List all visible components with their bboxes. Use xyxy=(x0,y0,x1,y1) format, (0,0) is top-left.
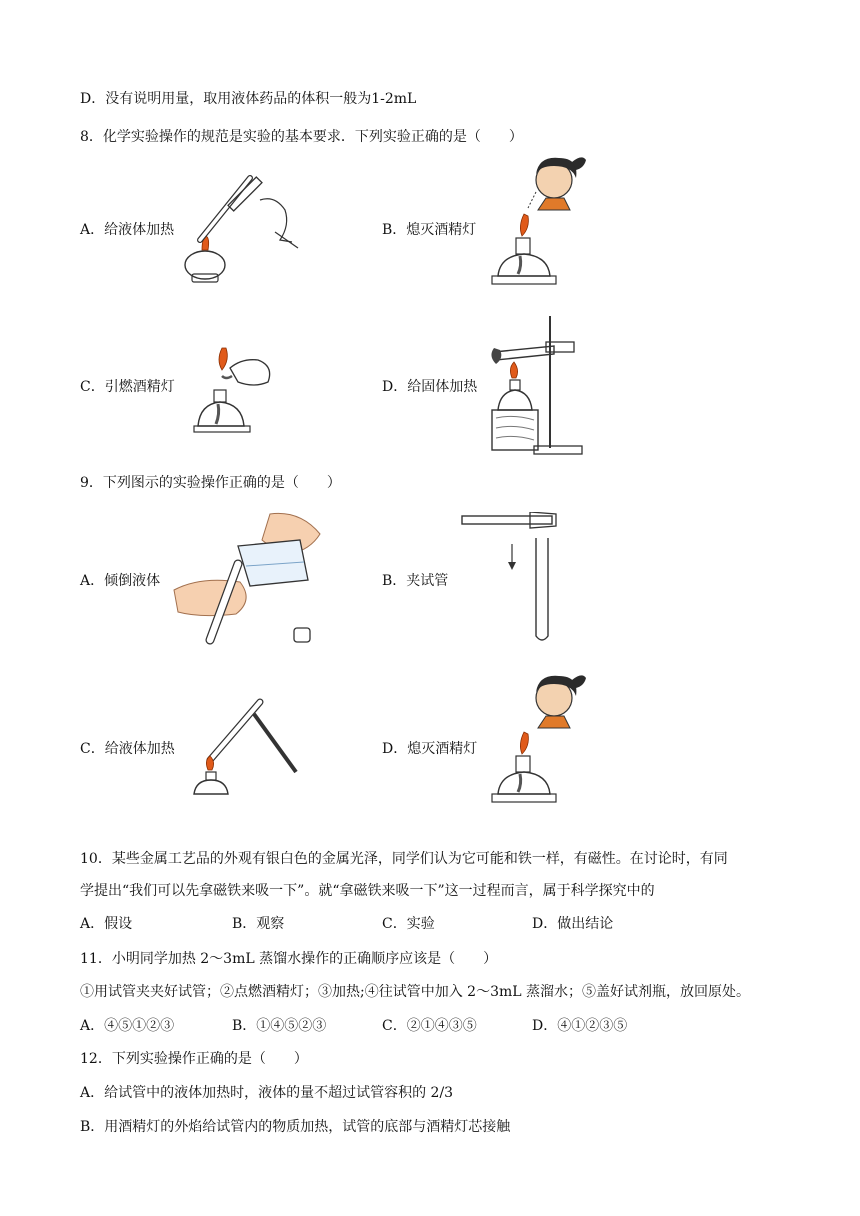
q11-steps: ①用试管夹夹好试管；②点燃酒精灯；③加热;④往试管中加入 2～3mL 蒸溜水；⑤盖好试剂瓶，放回原处。 xyxy=(80,984,751,1000)
q12-stem: 12．下列实验操作正确的是（ ） xyxy=(80,1051,308,1067)
q9-option-c: C．给液体加热 xyxy=(80,741,175,757)
q9-stem: 9．下列图示的实验操作正确的是（ ） xyxy=(80,475,341,491)
q12-option-b: B．用酒精灯的外焰给试管内的物质加热，试管的底部与酒精灯芯接触 xyxy=(80,1119,511,1135)
q10-stem-line2: 学提出“我们可以先拿磁铁来吸一下”。就“拿磁铁来吸一下”这一过程而言，属于科学探究中的 xyxy=(80,883,655,899)
q11-stem: 11．小明同学加热 2～3mL 蒸馏水操作的正确顺序应该是（ ） xyxy=(80,951,498,967)
q8-option-c: C．引燃酒精灯 xyxy=(80,379,175,395)
q10-options xyxy=(0,913,860,933)
q10-stem-line1: 10．某些金属工艺品的外观有银白色的金属光泽，同学们认为它可能和铁一样，有磁性。在讨论时，有同 xyxy=(80,851,728,867)
q11-option-b: B．①④⑤②③ xyxy=(232,1018,327,1034)
q8-figure-heat-liquid xyxy=(180,170,300,288)
q7-option-d: D．没有说明用量，取用液体药品的体积一般为1-2mL xyxy=(80,91,417,107)
q12-option-a: A．给试管中的液体加热时，液体的量不超过试管容积的 2/3 xyxy=(80,1085,454,1101)
q9-figure-pour-liquid xyxy=(170,510,330,650)
q8-figure-heat-solid xyxy=(484,312,584,458)
q8-option-d: D．给固体加热 xyxy=(382,379,478,395)
q8-stem: 8．化学实验操作的规范是实验的基本要求．下列实验正确的是（ ） xyxy=(80,129,523,145)
q10-option-a: A．假设 xyxy=(80,916,133,932)
q11-option-d: D．④①②③⑤ xyxy=(532,1018,628,1034)
q9-figure-blow-lamp xyxy=(484,670,594,820)
q10-option-b: B．观察 xyxy=(232,916,285,932)
q9-figure-clamp-tube xyxy=(460,512,570,648)
q9-option-b: B．夹试管 xyxy=(382,573,449,589)
q11-options xyxy=(0,1015,860,1035)
q10-option-c: C．实验 xyxy=(382,916,435,932)
q8-option-a: A．给液体加热 xyxy=(80,222,175,238)
q8-figure-blow-lamp xyxy=(484,152,594,302)
q9-option-a: A．倾倒液体 xyxy=(80,573,161,589)
q8-figure-light-lamp xyxy=(190,338,280,438)
q11-option-c: C．②①④③⑤ xyxy=(382,1018,477,1034)
q9-option-d: D．熄灭酒精灯 xyxy=(382,741,478,757)
q10-option-d: D．做出结论 xyxy=(532,916,614,932)
q11-option-a: A．④⑤①②③ xyxy=(80,1018,175,1034)
q8-option-b: B．熄灭酒精灯 xyxy=(382,222,477,238)
q9-figure-heat-liquid xyxy=(190,690,300,800)
